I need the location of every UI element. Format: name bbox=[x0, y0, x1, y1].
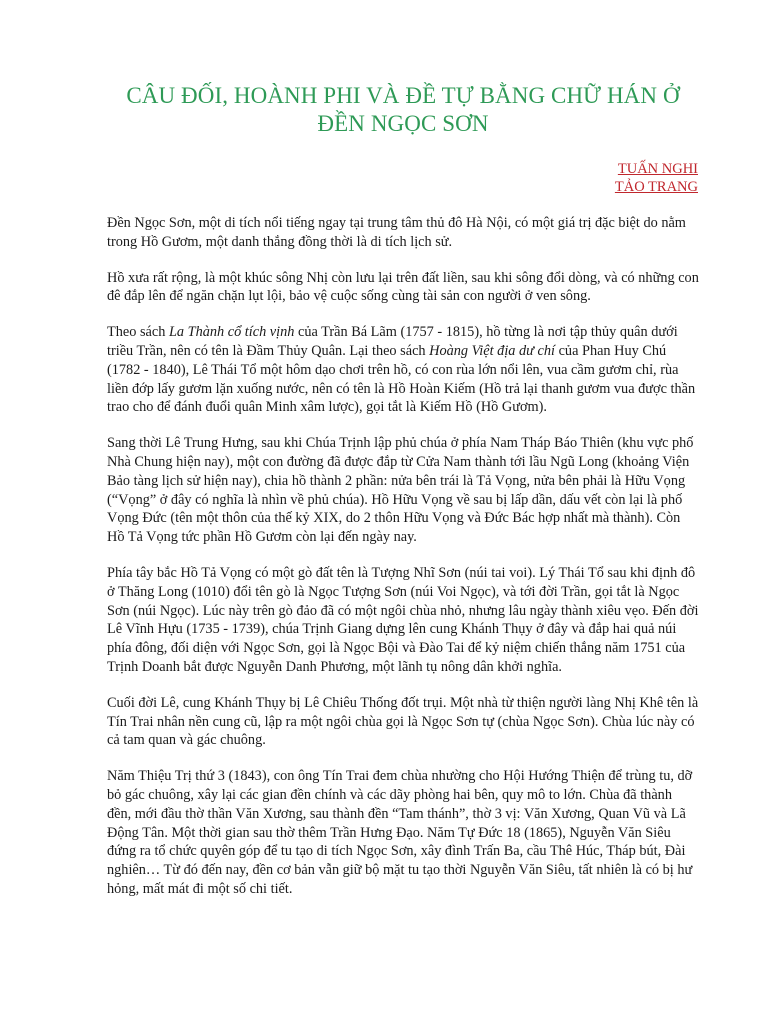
author-links bbox=[107, 160, 699, 196]
author-link-tuan-nghi[interactable]: TUẤN NGHI bbox=[617, 161, 698, 177]
paragraph-3-part-a: Theo sách bbox=[107, 324, 169, 341]
paragraph-6: Cuối đời Lê, cung Khánh Thụy bị Lê Chiêu Thống đốt trụi. Một nhà từ thiện người làng Nhị Khê tên là Tín Trai nhân nền cung cũ, lập ra một ngôi chùa gọi là Ngọc Sơn tự (chùa Ngọc Sơn). Chùa lúc này có cả tam quan và gác chuông. bbox=[107, 694, 699, 749]
paragraph-2: Hồ xưa rất rộng, là một khúc sông Nhị còn lưu lại trên đất liền, sau khi sông đổi dòng, và có những con đê đắp lên để ngăn chặn lụt lội, bảo vệ cuộc sống cùng tài sản con người ở ven sông. bbox=[107, 269, 699, 305]
document-page bbox=[107, 82, 699, 916]
book-title-la-thanh: La Thành cổ tích vịnh bbox=[168, 324, 295, 341]
paragraph-3 bbox=[107, 323, 699, 417]
document-title bbox=[107, 82, 699, 138]
title-line-2: ĐỀN NGỌC SƠN bbox=[317, 111, 489, 136]
paragraph-4: Sang thời Lê Trung Hưng, sau khi Chúa Trịnh lập phủ chúa ở phía Nam Tháp Báo Thiên (khu vực phố Nhà Chung hiện nay), một con đường đã được đắp từ Cửa Nam thành tới lầu Ngũ Long (khoảng Viện Bảo tàng lịch sử hiện nay), chia hồ thành 2 phần: nửa bên trái là Tả Vọng, nửa bên phải là Hữu Vọng (“Vọng” ở đây có nghĩa là nhìn về phủ chúa). Hồ Hữu Vọng về sau bị lấp dần, dấu vết còn lại là phố Vọng Đức (tên một thôn của thế kỷ XIX, do 2 thôn Hữu Vọng và Đức Bác hợp nhất mà thành). Còn Hồ Tả Vọng tức phần Hồ Gươm còn lại đến ngày nay. bbox=[107, 435, 694, 546]
title-line-1: CÂU ĐỐI, HOÀNH PHI VÀ ĐỀ TỰ BẰNG CHỮ HÁN Ở bbox=[126, 83, 680, 108]
paragraph-7: Năm Thiệu Trị thứ 3 (1843), con ông Tín Trai đem chùa nhường cho Hội Hướng Thiện để trùng tu, dỡ bỏ gác chuông, xây lại các gian đền chính và các dãy phòng hai bên, quy mô to lớn. Chùa đã thành đền, mới đầu thờ thần Văn Xương, sau thành đền “Tam thánh”, thờ 3 vị: Văn Xương, Quan Vũ và Lã Động Tân. Một thời gian sau thờ thêm Trần Hưng Đạo. Năm Tự Đức 18 (1865), Nguyễn Văn Siêu đứng ra tổ chức quyên góp để tu tạo di tích Ngọc Sơn, xây đình Trấn Ba, cầu Thê Húc, Tháp bút, Đài nghiên… Từ đó đến nay, đền cơ bản vẫn giữ bộ mặt tu tạo thời Nguyễn Văn Siêu, tất nhiên là có bị hư hỏng, mất mát đi một số chi tiết. bbox=[107, 768, 693, 897]
paragraph-3-part-c: của Trần Bá Lãm (1757 - 1815), hồ từng là nơi tập thủy quân dưới triều Trần, nên có tên là Đầm Thủy Quân. Lại theo sách bbox=[107, 324, 678, 359]
author-link-tao-trang[interactable]: TẢO TRANG bbox=[614, 179, 698, 195]
paragraph-3-part-e: của Phan Huy Chú (1782 - 1840), Lê Thái Tổ một hôm dạo chơi trên hồ, có con rùa lớn nổi lên, vua cầm gươm chỉ, rùa liền đớp lấy gươm lặn xuống nước, nên có tên là Hồ Hoàn Kiếm (Hồ trả lại thanh gươm vua được thần trao cho để đánh đuổi quân Minh xâm lược), gọi tắt là Kiếm Hồ (Hồ Gươm). bbox=[107, 342, 696, 416]
paragraph-1: Đền Ngọc Sơn, một di tích nổi tiếng ngay tại trung tâm thủ đô Hà Nội, có một giá trị đặc biệt do nằm trong Hồ Gươm, một danh thắng đồng thời là di tích lịch sử. bbox=[107, 215, 686, 250]
paragraph-5: Phía tây bắc Hồ Tả Vọng có một gò đất tên là Tượng Nhĩ Sơn (núi tai voi). Lý Thái Tổ sau khi định đô ở Thăng Long (1010) đổi tên gò là Ngọc Tượng Sơn (núi Voi Ngọc), và tới đời Trần, gọi tắt là Ngọc Sơn (núi Ngọc). Lúc này trên gò đảo đã có một ngôi chùa nhỏ, nhưng lâu ngày thành xiêu vẹo. Đến đời Lê Vĩnh Hựu (1735 - 1739), chúa Trịnh Giang dựng lên cung Khánh Thụy ở đây và đắp hai quả núi phía đông, đối diện với Ngọc Sơn, gọi là Ngọc Bội và Đào Tai để kỷ niệm chiến thắng năm 1751 của Trịnh Doanh bắt được Nguyễn Danh Phương, một lãnh tụ nông dân khởi nghĩa. bbox=[107, 564, 699, 675]
book-title-hoang-viet: Hoàng Việt địa dư chí bbox=[429, 342, 555, 359]
